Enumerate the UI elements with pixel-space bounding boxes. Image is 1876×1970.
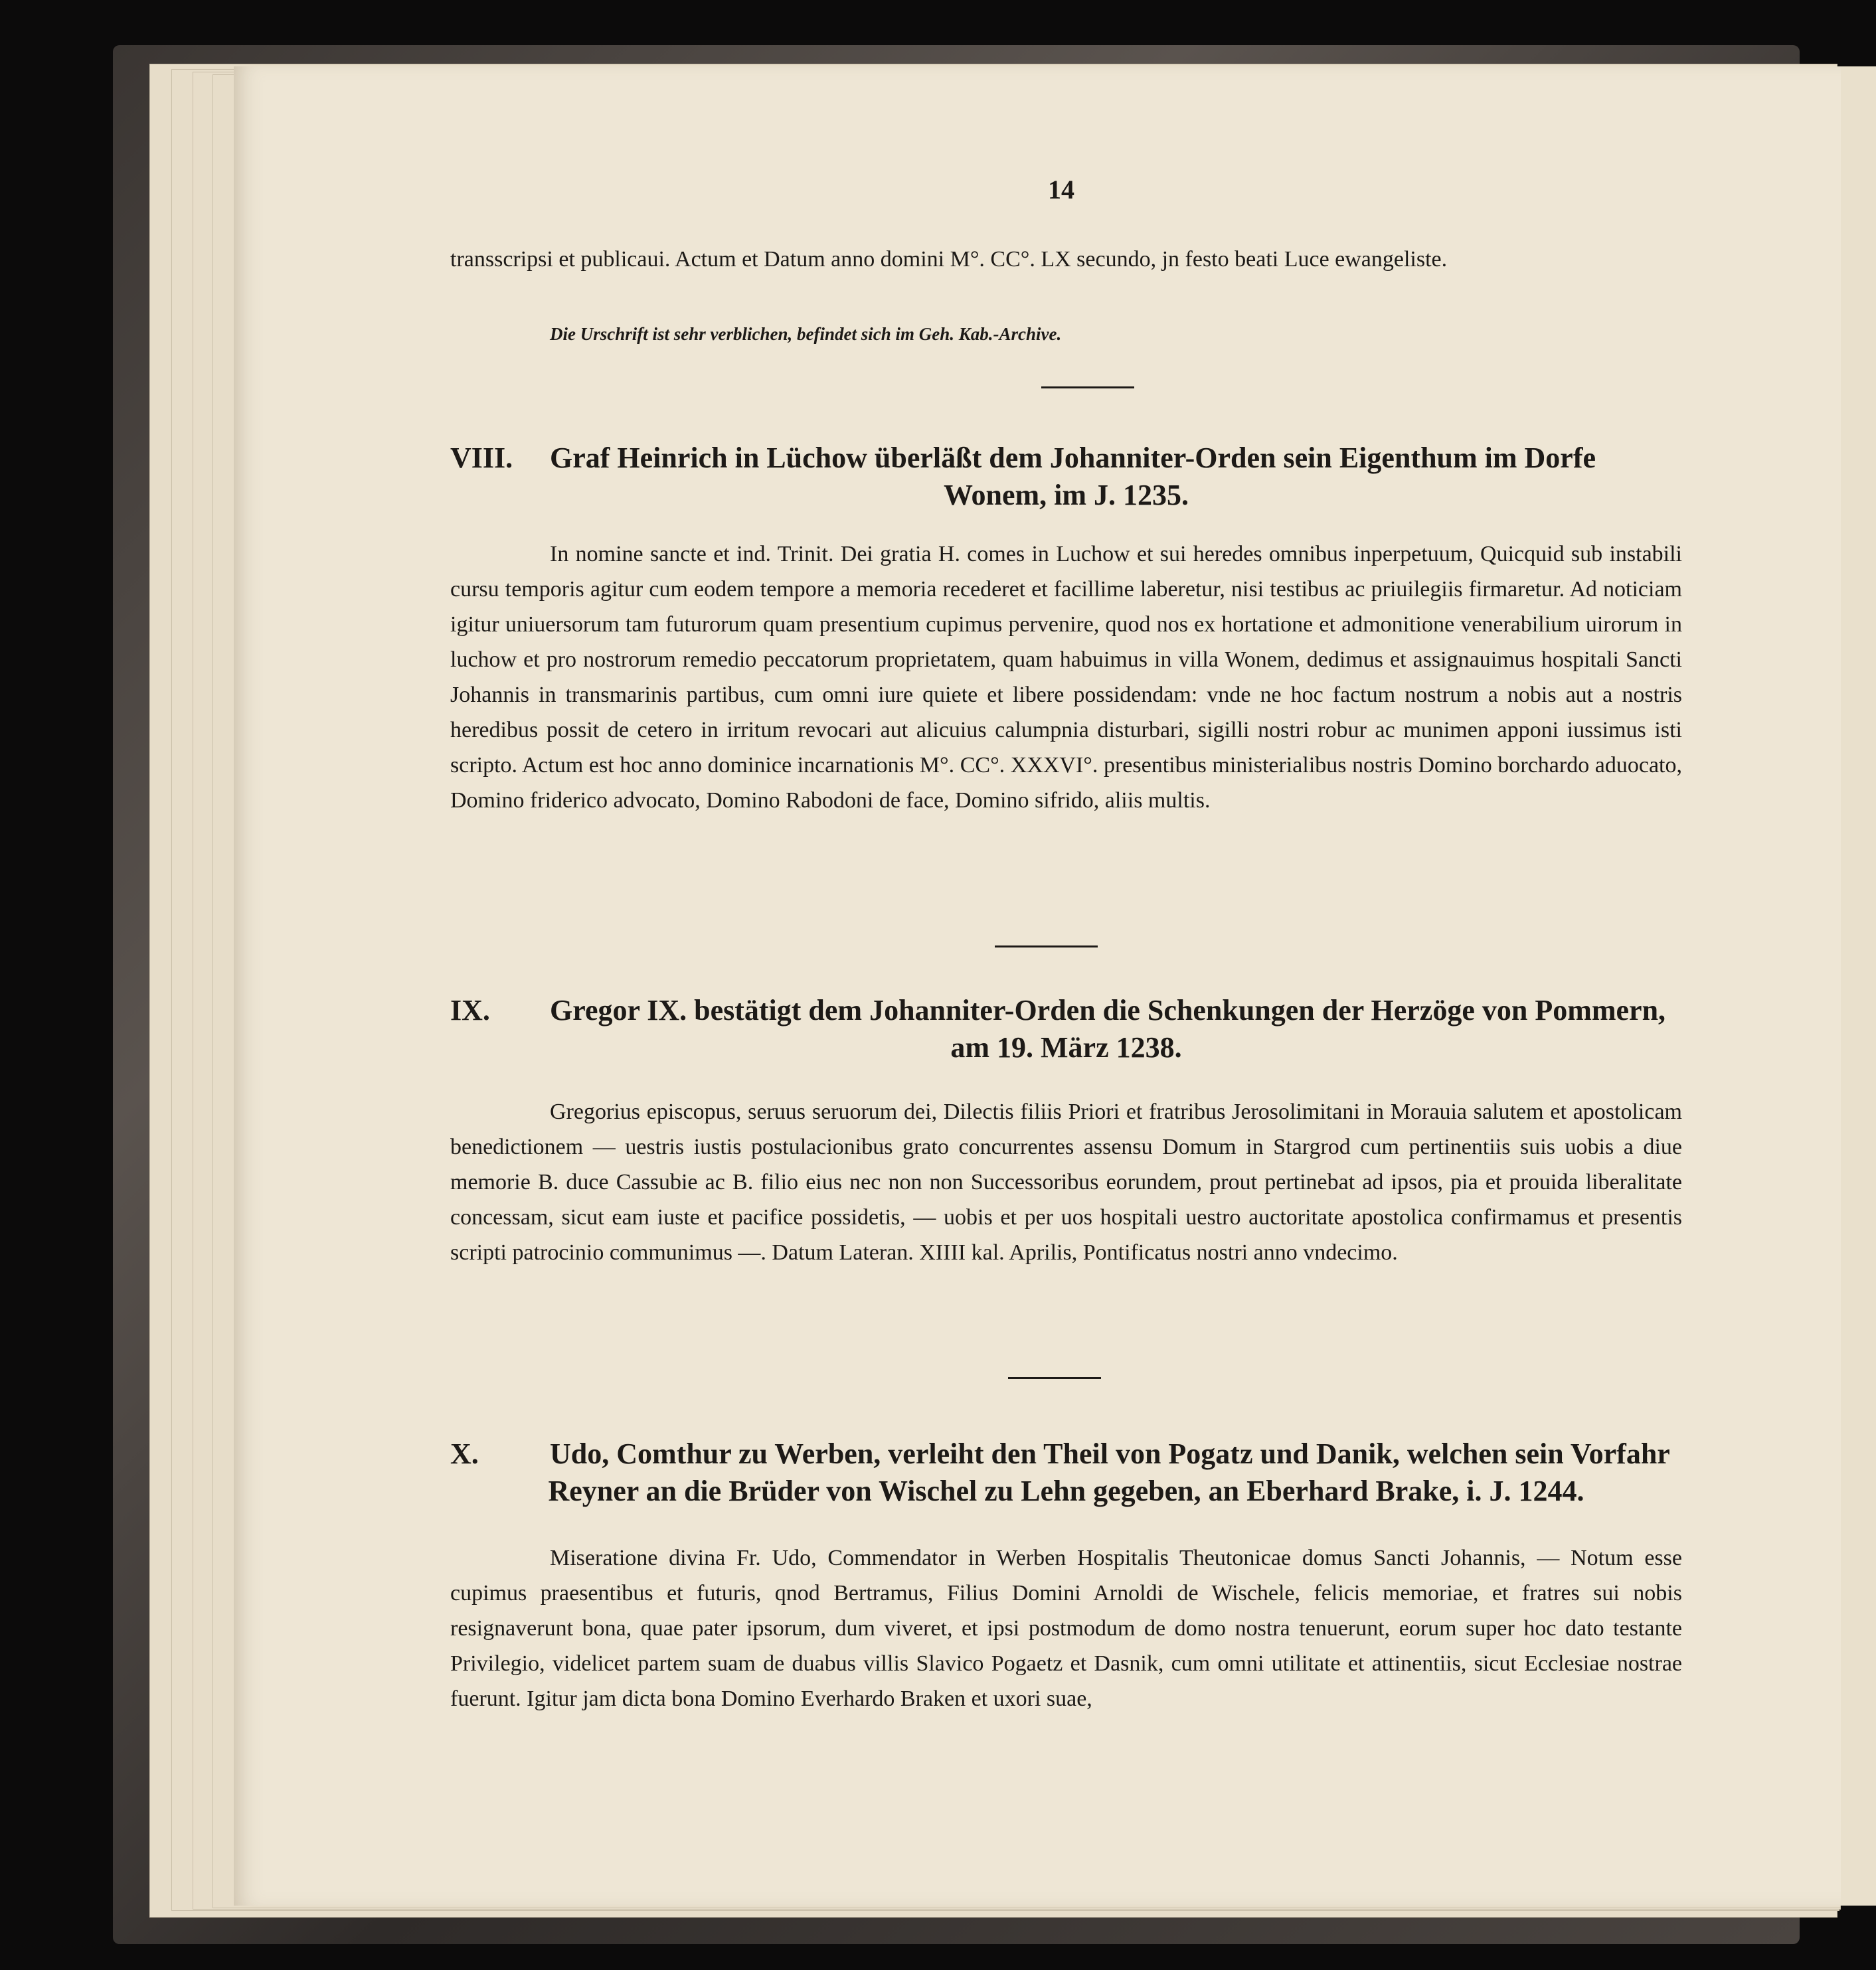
section-number: IX. xyxy=(450,994,490,1026)
section-title: Gregor IX. bestätigt dem Johanniter-Orden die Schenkungen der Herzöge von Pommern, xyxy=(550,994,1666,1026)
section-title-line2: Reyner an die Brüder von Wischel zu Lehn gegeben, an Eberhard Brake, i. J. 1244. xyxy=(548,1475,1584,1507)
section-body: In nomine sancte et ind. Trinit. Dei gratia H. comes in Luchow et sui heredes omnibus inperpetuum, Quicquid sub instabili cursu temporis agitur cum eodem tempore a memoria recederet et facillime laberetur, nisi testibus ac priuilegiis firmaretur. Ad noticiam igitur uniuersorum tam futurorum quam presentium cupimus pervenire, quod nos ex hortatione et admonitione venerabilium uirorum in luchow et pro nostrorum remedio peccatorum proprietatem, quam habuimus in villa Wonem, dedimus et assignauimus hospitali Sancti Johannis in transmarinis partibus, cum omni iure quiete et libere possidendam: vnde ne hoc factum nostrum a nobis aut a nostris heredibus possit de cetero in irritum revocari aut alicuius calumpnia disturbari, sigilli nostri robur ac munimen apponi iussimus isti scripto. Actum est hoc anno dominice incarnationis M°. CC°. XXXVI°. presentibus ministerialibus nostris Domino borchardo aduocato, Domino friderico advocato, Domino Rabodoni de face, Domino sifrido, aliis multis. xyxy=(450,542,1682,813)
divider xyxy=(1008,1377,1101,1379)
divider xyxy=(1041,386,1134,388)
facing-page-edge xyxy=(1841,66,1876,1906)
section-title: Graf Heinrich in Lüchow überläßt dem Johanniter-Orden sein Eigenthum im Dorfe xyxy=(550,442,1596,474)
section-heading xyxy=(450,440,1682,514)
archive-note: Die Urschrift ist sehr verblichen, befindet sich im Geh. Kab.-Archive. xyxy=(550,324,1062,344)
section-title: Udo, Comthur zu Werben, verleiht den Theil von Pogatz und Danik, welchen sein Vorfahr xyxy=(550,1437,1670,1470)
continuation-text: transscripsi et publicaui. Actum et Datum anno domini M°. CC°. LX secundo, jn festo beati Luce ewangeliste. xyxy=(450,247,1448,272)
section-title-line2: am 19. März 1238. xyxy=(950,1031,1182,1064)
section-title-line2: Wonem, im J. 1235. xyxy=(943,479,1189,511)
section-heading xyxy=(450,1436,1682,1510)
divider xyxy=(995,945,1098,947)
section-body: Miseratione divina Fr. Udo, Commendator in Werben Hospitalis Theutonicae domus Sancti Johannis, — Notum esse cupimus praesentibus et futuris, qnod Bertramus, Filius Domini Arnoldi de Wischele, felicis memoriae, et fratres sui nobis resignaverunt bona, quae pater ipsorum, dum viveret, et ipsi postmodum de domo nostra tenuerunt, eorum super hoc dato testante Privilegio, videlicet partem suam de duabus villis Slavico Pogaetz et Dasnik, cum omni utilitate et attinentiis, sicut Ecclesiae nostrae fuerunt. Igitur jam dicta bona Domino Everhardo Braken et uxori suae, xyxy=(450,1546,1682,1711)
section-number: VIII. xyxy=(450,442,513,474)
section-heading xyxy=(450,992,1682,1066)
section-number: X. xyxy=(450,1437,479,1470)
section-body: Gregorius episcopus, seruus seruorum dei, Dilectis filiis Priori et fratribus Jerosolimitani in Morauia salutem et apostolicam benedictionem — uestris iustis postulacionibus grato concurrentes assensu Domum in Stargrod cum pertinentiis suis uobis a diue memorie B. duce Cassubie ac B. filio eius nec non non Successoribus eorundem, prout pertinebat ad ipsos, pia et prouida liberalitate concessam, sicut eam iuste et pacifice possidetis, — uobis et per uos hospitali uestro auctoritate apostolica confirmamus et presentis scripti patrocinio communimus —. Datum Lateran. XIIII kal. Aprilis, Pontificatus nostri anno vndecimo. xyxy=(450,1100,1682,1265)
